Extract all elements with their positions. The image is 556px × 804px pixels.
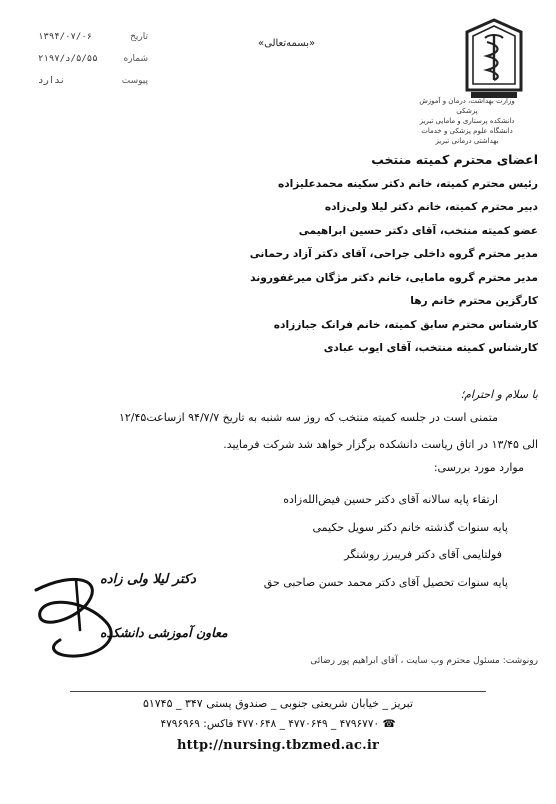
logo-caption-line: دانشگاه علوم پزشکی و خدمات بهداشتی درمانی تبریز [421,127,513,145]
footer-divider [70,691,486,692]
footer-website-link[interactable]: http://nursing.tbzmed.ac.ir [176,738,380,753]
university-logo-icon [463,18,525,100]
number-row [38,48,148,70]
date-value: ۱۳۹۴/۰۷/۰۶ [38,32,93,42]
attachment-value: ندارد [38,76,66,86]
body-line: متمنی است در جلسه کمیته منتخب که روز سه شنبه به تاریخ ۹۴/۷/۷ ازساعت۱۲/۴۵ [118,411,498,424]
date-row [38,26,148,48]
number-value: ۵/۵۵/د/۲۱۹۷ [38,54,98,64]
basmala: «بسمه‌تعالی» [258,38,316,49]
recipient-line: رئیس محترم کمیته، خانم دکتر سکینه محمدعلیزاده [277,177,538,190]
date-label: تاریخ [130,32,148,42]
greeting: با سلام و احترام؛ [460,388,538,401]
logo-caption-line: وزارت بهداشت، درمان و آموزش پزشکی [419,97,515,115]
recipient-line: مدیر محترم گروه داخلی جراحی، آقای دکتر آزاد رحمانی [249,248,538,260]
recipients-title: اعضای محترم کمیته منتخب [371,152,538,167]
review-item: پایه سنوات گذشته خانم دکتر سویل حکیمی [312,520,508,534]
recipient-line: عضو کمیته منتخب، آقای دکتر حسین ابراهیمی [298,224,538,237]
recipient-line: مدیر محترم گروه مامایی، خانم دکتر مژگان میرغفوروند [250,271,538,284]
letter-meta [38,26,148,92]
number-label: شماره [123,54,148,64]
review-header: موارد مورد بررسی: [433,461,524,474]
signatory-role: معاون آموزشی دانشکده [100,625,228,640]
signatory-name: دکتر لیلا ولی زاده [100,572,196,587]
logo-caption-line: دانشکده پرستاری و مامایی تبریز [419,117,515,125]
recipient-list [58,148,538,361]
recipient-line: کارشناس محترم سابق کمیته، خانم فرانک جباززاده [273,318,538,331]
footer-phones: ☎ ۴۷۹۶۷۷۰ _ ۴۷۷۰۶۴۹ _ ۴۷۷۰۶۴۸ فاکس: ۴۷۹۶۹۶۹ [160,718,396,730]
body-line: الی ۱۳/۴۵ در اتاق ریاست دانشکده برگزار خواهد شد شرکت فرمایید. [223,438,538,451]
attachment-label: پیوست [121,76,148,86]
review-item: پایه سنوات تحصیل آقای دکتر محمد حسن صاحبی حق [263,575,508,589]
recipient-line: کارشناس کمیته منتخب، آقای ایوب عبادی [323,342,538,354]
footer-address: تبریز _ خیابان شریعتی جنوبی _ صندوق پستی ۳۴۷ _ ۵۱۷۴۵ [142,697,414,710]
recipient-line: دبیر محترم کمیته، خانم دکتر لیلا ولی‌زاده [324,201,538,213]
cc-line: رونوشت: مسئول محترم وب سایت ، آقای ابراهیم پور رضائی [310,656,538,666]
letter-body [18,404,538,458]
attachment-row [38,70,148,92]
logo-caption [408,96,526,146]
review-item: فولتایمی آقای دکتر فریبرز روشنگر [344,548,502,561]
recipient-line: کارگزین محترم خانم رها [410,295,538,307]
review-item: ارتقاء پایه سالانه آقای دکتر حسین فیض‌الله‌زاده [283,493,498,506]
